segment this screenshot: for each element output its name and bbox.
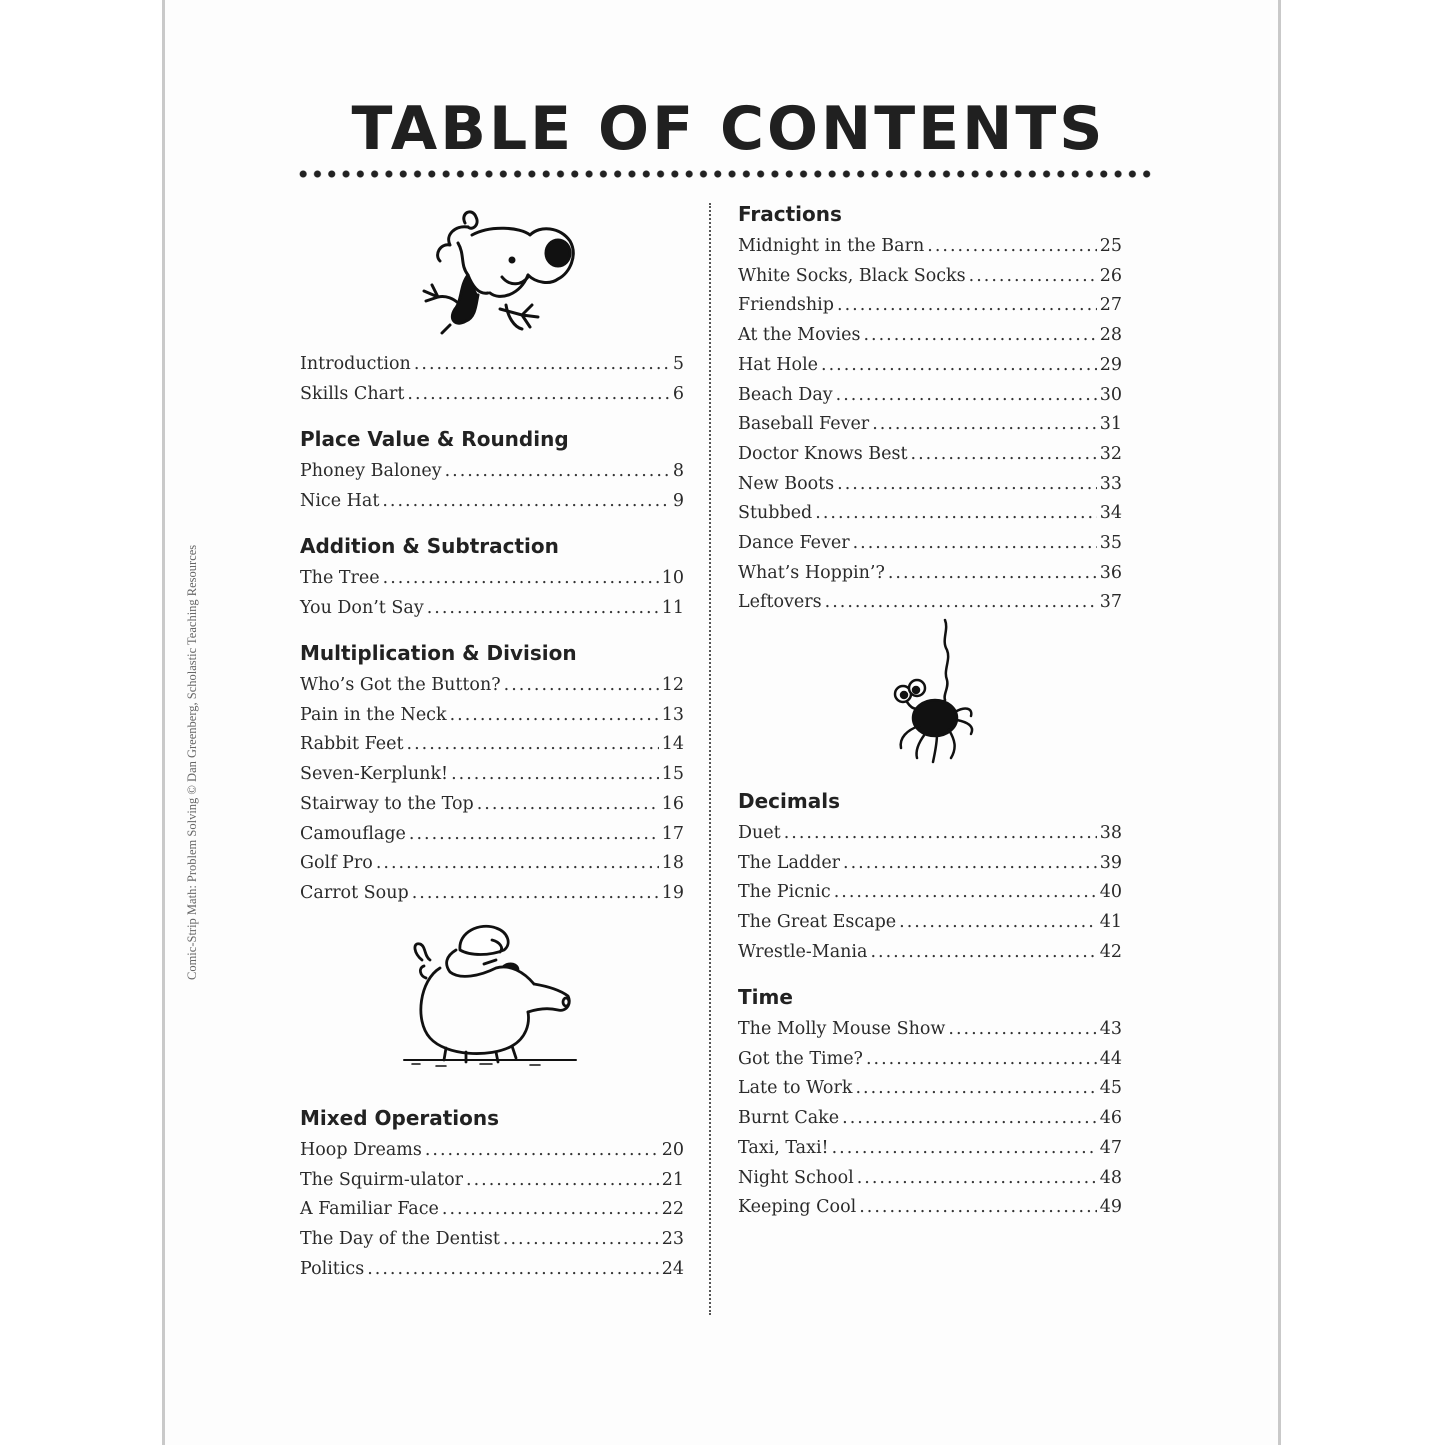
page-number: 44 [1099, 1048, 1122, 1069]
dot-leader [911, 442, 1097, 466]
entry-title: Wrestle-Mania [738, 941, 868, 962]
entry-title: You Don’t Say [300, 597, 424, 618]
toc-entry [300, 822, 684, 846]
page-number: 12 [661, 675, 684, 695]
entry-title: Beach Day [738, 384, 833, 405]
toc-entry [738, 1195, 1122, 1219]
section-heading: Time [738, 985, 793, 1009]
dot-leader [842, 1106, 1097, 1130]
entry-title: The Great Escape [738, 912, 897, 933]
spider-icon [885, 618, 985, 768]
dot-leader [870, 940, 1096, 964]
page-number: 14 [661, 734, 684, 755]
entry-title: Rabbit Feet [300, 734, 404, 755]
toc-entry [738, 1076, 1122, 1100]
page-number: 20 [661, 1140, 684, 1160]
dot-leader [442, 1197, 659, 1221]
page-number: 43 [1099, 1019, 1122, 1039]
entry-title: At the Movies [738, 325, 861, 346]
section-heading: Addition & Subtraction [300, 534, 559, 558]
entry-title: The Ladder [738, 852, 841, 873]
page-number: 16 [661, 793, 684, 814]
page-number: 17 [661, 823, 684, 844]
dot-leader [409, 822, 659, 846]
page-number: 31 [1099, 414, 1122, 435]
page-number: 6 [672, 383, 684, 404]
page-number: 8 [672, 461, 684, 481]
dot-leader [450, 703, 659, 727]
dot-leader [863, 323, 1096, 347]
toc-entry [300, 851, 684, 875]
entry-title: The Tree [300, 568, 380, 588]
entry-title: Taxi, Taxi! [738, 1137, 829, 1158]
dot-leader [837, 472, 1097, 496]
dot-leader [825, 590, 1097, 614]
dot-leader [969, 264, 1097, 288]
dot-leader [445, 459, 670, 483]
page-number: 42 [1099, 941, 1122, 962]
dot-leader [451, 762, 659, 786]
toc-entry [738, 1136, 1122, 1160]
entry-title: Duet [738, 823, 781, 843]
entry-title: Midnight in the Barn [738, 236, 925, 256]
page-number: 41 [1099, 912, 1122, 933]
entry-title: Night School [738, 1167, 854, 1188]
dot-leader [836, 383, 1097, 407]
dot-leader [821, 353, 1097, 377]
entry-title: Keeping Cool [738, 1197, 857, 1218]
page-number: 13 [661, 704, 684, 725]
dot-leader [855, 1076, 1096, 1100]
entry-title: Camouflage [300, 823, 406, 844]
toc-entry [738, 590, 1122, 614]
toc-entry [738, 234, 1122, 258]
dot-leader [477, 792, 659, 816]
section-heading: Decimals [738, 789, 840, 813]
dot-leader [927, 234, 1096, 258]
section-heading: Fractions [738, 202, 842, 226]
entry-title: Leftovers [738, 592, 822, 613]
page-number: 38 [1099, 823, 1122, 843]
page-number: 49 [1099, 1197, 1122, 1218]
entry-title: Stairway to the Top [300, 793, 474, 814]
page-number: 29 [1099, 354, 1122, 375]
page-number: 21 [661, 1169, 684, 1190]
toc-entry [738, 910, 1122, 934]
toc-entry [738, 442, 1122, 466]
toc-entry [738, 383, 1122, 407]
entry-title: Seven-Kerplunk! [300, 764, 449, 785]
entry-title: Hoop Dreams [300, 1140, 422, 1160]
entry-title: The Squirm-ulator [300, 1169, 464, 1190]
page-number: 45 [1099, 1078, 1122, 1099]
page-number: 30 [1099, 384, 1122, 405]
toc-entry [300, 673, 684, 697]
page-number: 18 [661, 853, 684, 874]
toc-entry [300, 792, 684, 816]
dot-leader [367, 1257, 659, 1281]
toc-entry [300, 1168, 684, 1192]
page-number: 26 [1099, 265, 1122, 286]
section-heading: Mixed Operations [300, 1106, 500, 1130]
section-heading: Multiplication & Division [300, 641, 577, 665]
page-number: 23 [661, 1229, 684, 1250]
dot-leader [784, 821, 1097, 845]
entry-title: Got the Time? [738, 1048, 863, 1069]
dot-leader [504, 673, 659, 697]
copyright-credit: Comic-Strip Math: Problem Solving © Dan Greenberg, Scholastic Teaching Resources [185, 544, 199, 980]
dot-leader [382, 489, 670, 513]
entry-title: Baseball Fever [738, 414, 870, 435]
page-number: 46 [1099, 1108, 1122, 1129]
entry-title: A Familiar Face [300, 1199, 439, 1220]
dot-leader [857, 1166, 1097, 1190]
entry-title: Stubbed [738, 503, 813, 524]
entry-title: Friendship [738, 295, 834, 316]
page-title: TABLE OF CONTENTS [351, 94, 1106, 164]
dot-leader [503, 1227, 659, 1251]
dot-leader [407, 382, 669, 406]
dot-leader [407, 732, 659, 756]
dot-leader [899, 910, 1097, 934]
page-number: 34 [1099, 503, 1122, 524]
toc-entry [738, 851, 1122, 875]
dot-leader [815, 501, 1096, 525]
toc-entry [300, 881, 684, 905]
page-number: 11 [661, 597, 684, 618]
entry-title: New Boots [738, 473, 835, 494]
entry-title: Hat Hole [738, 354, 819, 375]
dot-leader [853, 531, 1097, 555]
entry-title: Nice Hat [300, 490, 380, 511]
dot-leader [832, 1136, 1097, 1160]
toc-entry [300, 566, 684, 590]
page-number: 24 [661, 1258, 684, 1279]
entry-title: Doctor Knows Best [738, 443, 908, 464]
toc-entry [738, 472, 1122, 496]
toc-entry [300, 1227, 684, 1251]
toc-entry [300, 352, 684, 376]
toc-entry [300, 1197, 684, 1221]
toc-entry [738, 353, 1122, 377]
entry-title: The Day of the Dentist [300, 1229, 500, 1250]
toc-entry [738, 412, 1122, 436]
page-number: 22 [661, 1199, 684, 1220]
column-divider [709, 203, 711, 1315]
page-number: 37 [1099, 592, 1122, 613]
page-number: 47 [1099, 1137, 1122, 1158]
toc-entry [738, 264, 1122, 288]
toc-entry [300, 1138, 684, 1162]
page-number: 25 [1099, 236, 1122, 256]
entry-title: Late to Work [738, 1078, 853, 1099]
page-number: 36 [1099, 562, 1122, 583]
dot-leader [866, 1047, 1097, 1071]
entry-title: Skills Chart [300, 383, 405, 404]
toc-entry [300, 732, 684, 756]
toc-entry [738, 880, 1122, 904]
toc-entry [300, 489, 684, 513]
page-number: 33 [1099, 473, 1122, 494]
entry-title: Introduction [300, 354, 411, 374]
toc-entry [738, 561, 1122, 585]
entry-title: What’s Hoppin’? [738, 562, 885, 583]
page-number: 32 [1099, 443, 1122, 464]
page-edge-right [1278, 0, 1281, 1445]
dot-leader [425, 1138, 659, 1162]
toc-entry [738, 293, 1122, 317]
dot-leader [888, 561, 1097, 585]
page-number: 48 [1099, 1167, 1122, 1188]
page-number: 9 [672, 490, 684, 511]
dot-leader [414, 352, 670, 376]
toc-entry [300, 382, 684, 406]
entry-title: The Molly Mouse Show [738, 1019, 946, 1039]
dot-leader [466, 1168, 659, 1192]
toc-entry [300, 596, 684, 620]
dot-leader [948, 1017, 1096, 1041]
entry-title: White Socks, Black Socks [738, 265, 966, 286]
page-number: 5 [672, 354, 684, 374]
entry-title: Carrot Soup [300, 882, 409, 903]
page-number: 28 [1099, 325, 1122, 346]
page-number: 10 [661, 568, 684, 588]
entry-title: Dance Fever [738, 533, 850, 553]
entry-title: Politics [300, 1258, 365, 1279]
dot-leader [376, 851, 659, 875]
dot-leader [383, 566, 659, 590]
toc-entry [738, 1047, 1122, 1071]
entry-title: The Picnic [738, 882, 831, 903]
toc-entry [738, 1017, 1122, 1041]
page-number: 40 [1099, 882, 1122, 903]
toc-entry [300, 459, 684, 483]
toc-entry [738, 323, 1122, 347]
dot-leader [872, 412, 1097, 436]
toc-entry [738, 531, 1122, 555]
page-number: 19 [661, 882, 684, 903]
toc-entry [738, 1166, 1122, 1190]
pig-icon [400, 920, 580, 1070]
dot-leader [834, 880, 1097, 904]
dot-leader [837, 293, 1097, 317]
page-number: 15 [661, 764, 684, 785]
page-number: 39 [1099, 852, 1122, 873]
entry-title: Burnt Cake [738, 1108, 840, 1129]
entry-title: Pain in the Neck [300, 704, 447, 725]
section-heading: Place Value & Rounding [300, 427, 569, 451]
toc-entry [738, 1106, 1122, 1130]
toc-entry [300, 762, 684, 786]
dot-leader [843, 851, 1097, 875]
dot-leader [412, 881, 659, 905]
toc-entry [300, 1257, 684, 1281]
dog-icon [410, 205, 580, 340]
page-number: 35 [1099, 533, 1122, 553]
toc-entry [738, 501, 1122, 525]
toc-entry [300, 703, 684, 727]
toc-entry [738, 940, 1122, 964]
dot-leader [859, 1195, 1097, 1219]
entry-title: Phoney Baloney [300, 461, 442, 481]
entry-title: Golf Pro [300, 853, 373, 874]
dotted-divider [296, 168, 1154, 180]
entry-title: Who’s Got the Button? [300, 675, 501, 695]
dot-leader [427, 596, 659, 620]
toc-entry [738, 821, 1122, 845]
page-number: 27 [1099, 295, 1122, 316]
